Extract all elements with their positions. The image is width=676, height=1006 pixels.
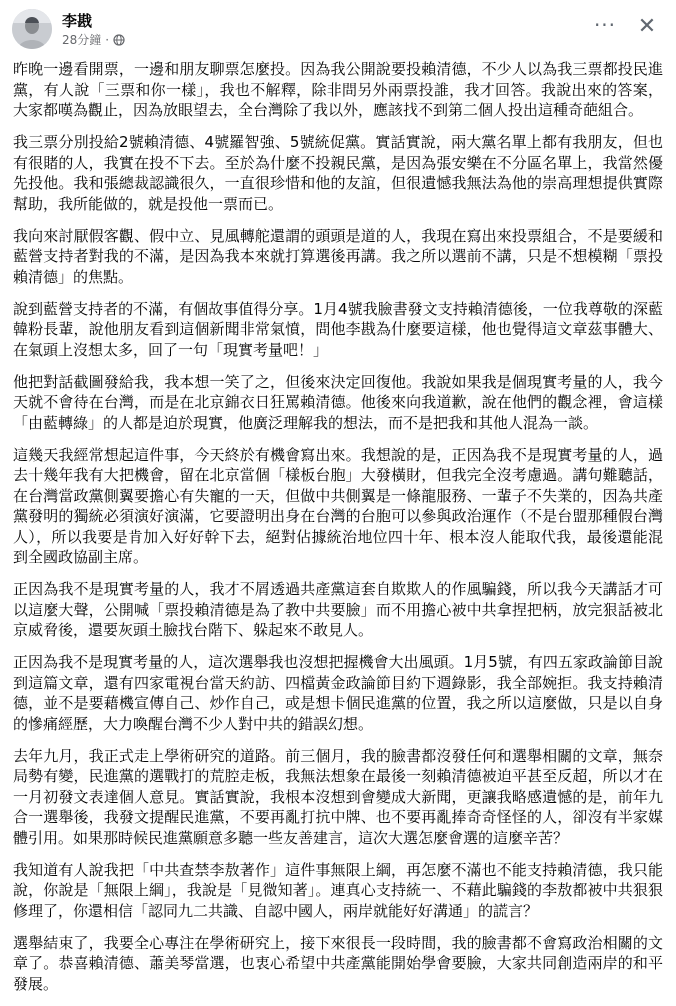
- post-paragraph: 他把對話截圖發給我，我本想一笑了之，但後來決定回復他。我說如果我是個現實考量的人，我今天就不會待在台灣，而是在北京錦衣日狂罵賴清德。他後來向我道歉，說在他們的觀念裡，會這樣「由藍轉綠」的人都是迫於現實，他廣泛理解我的想法，而不是把我和其他人混為一談。: [13, 372, 663, 432]
- post-meta: [62, 31, 125, 48]
- post-paragraph: 這幾天我經常想起這件事，今天終於有機會寫出來。我想說的是，正因為我不是現實考量的人，過去十幾年我有大把機會，留在北京當個「樣板台胞」大發橫財，但我完全沒考慮過。講句難聽話，在台灣當政黨側翼要擔心有失寵的一天，但做中共側翼是一條龍服務、一輩子不失業的，因為共產黨發明的獨統必須演好演滿，它要證明出身在台灣的台胞可以參與政治運作（不是台盟那種假台灣人），所以我要是肯加入好好幹下去，絕對佔據統治地位四十年、根本沒人能取代我，最後還能混到全國政協副主席。: [13, 445, 663, 566]
- post-paragraph: 我知道有人說我把「中共查禁李敖著作」這件事無限上綱，再怎麼不滿也不能支持賴清德，我只能說，你說是「無限上綱」，我說是「見微知著」。連真心支持統一、不藉此騙錢的李敖都被中共狠狠修理了，你還相信「認同九二共識、自認中國人，兩岸就能好好溝通」的謊言？: [13, 860, 663, 920]
- post-body: [13, 59, 663, 1006]
- post-header: [0, 0, 676, 55]
- author-name[interactable]: 李戡: [62, 12, 93, 30]
- avatar-person-icon: [12, 9, 52, 49]
- more-options-button[interactable]: ···: [593, 13, 617, 37]
- post-paragraph: 正因為我不是現實考量的人，我才不屑透過共產黨這套自欺欺人的作風騙錢，所以我今天講話才可以這麼大聲，公開喊「票投賴清德是為了教中共要臉」而不用擔心被中共拿捏把柄，放完狠話被北京威脅後，還要灰頭土臉找台階下、躲起來不敢見人。: [13, 580, 663, 639]
- post-paragraph: 昨晚一邊看開票，一邊和朋友聊票怎麼投。因為我公開說要投賴清德，不少人以為我三票都投民進黨，有人說「三票和你一樣」，我也不解釋，除非問另外兩票投誰，我才回答。我說出來的答案，大家都嘆為觀止，因為放眼望去，全台灣除了我以外，應該找不到第二個人投出這種奇葩組合。: [13, 60, 663, 119]
- globe-icon: [113, 34, 125, 46]
- post-paragraph: 選舉結束了，我要全心專注在學術研究上，接下來很長一段時間，我的臉書都不會寫政治相關的文章了。恭喜賴清德、蕭美琴當選，也衷心希望中共產黨能開始學會要臉，大家共同創造兩岸的和平發展。: [13, 933, 663, 993]
- post-paragraph: 我三票分別投給2號賴清德、4號羅智強、5號統促黨。實話實說，兩大黨名單上都有我朋友，但也有很賭的人，我實在投不下去。至於為什麼不投親民黨，是因為張安樂在不分區名單上，我當然優先投他。我和張總裁認識很久，一直很珍惜和他的友誼，但很遺憾我無法為他的崇高理想提供實際幫助，我所能做的，就是投他一票而已。: [13, 133, 663, 213]
- post-paragraph: 我向來討厭假客觀、假中立、見風轉舵還謂的頭頭是道的人，我現在寫出來投票組合，不是要緩和藍營支持者對我的不滿，是因為我本來就打算選後再講。我之所以選前不講，只是不想模糊「票投賴清德」的焦點。: [13, 226, 663, 286]
- post-paragraph: 去年九月，我正式走上學術研究的道路。前三個月，我的臉書都沒發任何和選舉相關的文章，無奈局勢有變，民進黨的選戰打的荒腔走板，我無法想象在最後一刻賴清德被迫平甚至反超，所以才在一月初發文表達個人意見。實話實說，我根本沒想到會變成大新聞，更讓我略感遺憾的是，前年九合一選舉後，我發文提醒民進黨，不要再亂打抗中牌、也不要再亂捧奇奇怪怪的人，卻沒有半家媒體引用。如果那時候民進黨願意多聽一些友善建言，這次大選怎麼會選的這麼辛苦？: [13, 746, 663, 847]
- post-paragraph: 說到藍營支持者的不滿，有個故事值得分享。1月4號我臉書發文支持賴清德後，一位我尊敬的深藍韓粉長輩，說他朋友看到這個新聞非常氣憤，問他李戡為什麼要這樣，他也覺得這文章茲事體大、在氣頭上沒想太多，回了一句「現實考量吧！」: [13, 299, 663, 359]
- timestamp[interactable]: 28分鐘: [62, 33, 102, 47]
- post-paragraph: 正因為我不是現實考量的人，這次選舉我也沒想把握機會大出風頭。1月5號，有四五家政論節目說到這篇文章，還有四家電視台當天約訪、四檔黃金政論節目約下週錄影，我全部婉拒。我支持賴清德，並不是要藉機宣傳自己、炒作自己，或是想卡個民進黨的位置，我之所以這麼做，只是以自身的慘痛經歷，大力喚醒台灣不少人對中共的錯誤幻想。: [13, 653, 663, 733]
- meta-separator: ·: [105, 32, 110, 47]
- avatar[interactable]: [12, 9, 52, 49]
- close-button[interactable]: ✕: [637, 14, 657, 39]
